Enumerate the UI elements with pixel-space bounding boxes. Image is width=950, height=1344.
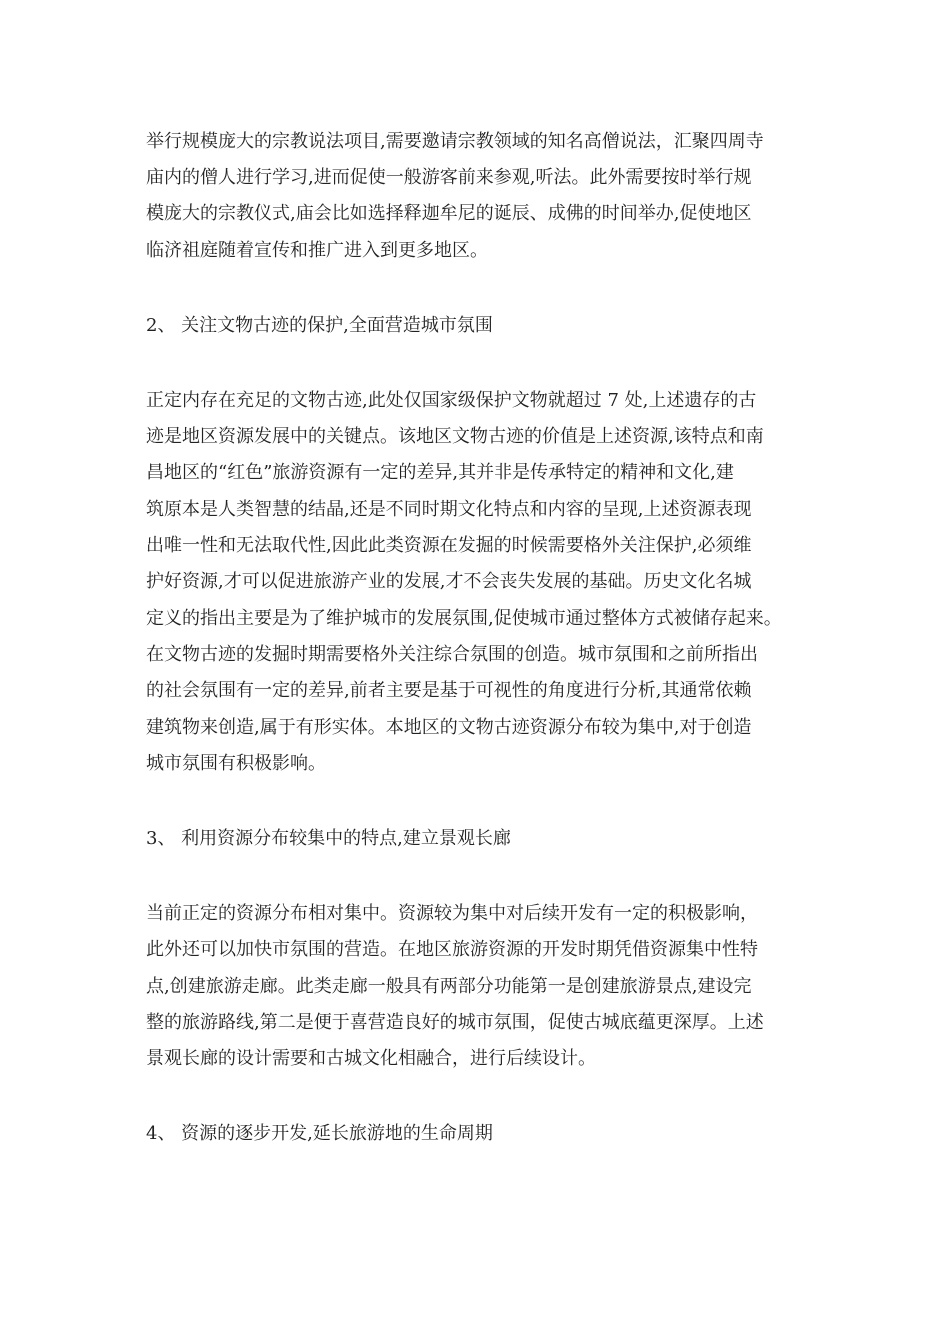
paragraph-line: 模庞大的宗教仪式,庙会比如选择释迦牟尼的诞辰、成佛的时间举办,促使地区 [146,203,752,224]
paragraph-line: 建筑物来创造,属于有形实体。本地区的文物古迹资源分布较为集中,对于创造 [146,717,752,738]
paragraph-line: 正定内存在充足的文物古迹,此处仅国家级保护文物就超过 7 处,上述遗存的古 [146,390,757,411]
paragraph-line: 定义的指出主要是为了维护城市的发展氛围,促使城市通过整体方式被储存起来。 [146,608,782,629]
paragraph-line: 此外还可以加快市氛围的营造。在地区旅游资源的开发时期凭借资源集中性特 [146,939,758,960]
paragraph-line: 整的旅游路线,第二是便于喜营造良好的城市氛围，促使古城底蕴更深厚。上述 [146,1012,764,1033]
paragraph-line: 临济祖庭随着宣传和推广进入到更多地区。 [146,240,488,261]
paragraph-line: 城市氛围有积极影响。 [146,753,326,774]
paragraph-line: 当前正定的资源分布相对集中。资源较为集中对后续开发有一定的积极影响， [146,903,758,924]
paragraph-line: 的社会氛围有一定的差异,前者主要是基于可视性的角度进行分析,其通常依赖 [146,680,752,701]
section-heading: 4、 资源的逐步开发,延长旅游地的生命周期 [146,1123,493,1144]
section-heading: 2、 关注文物古迹的保护,全面营造城市氛围 [146,315,493,336]
paragraph-line: 护好资源,才可以促进旅游产业的发展,才不会丧失发展的基础。历史文化名城 [146,571,752,592]
paragraph-line: 庙内的僧人进行学习,进而促使一般游客前来参观,听法。此外需要按时举行规 [146,167,752,188]
paragraph-line: 在文物古迹的发掘时期需要格外关注综合氛围的创造。城市氛围和之前所指出 [146,644,758,665]
paragraph-line: 出唯一性和无法取代性,因此此类资源在发掘的时候需要格外关注保护,必须维 [146,535,752,556]
paragraph-line: 景观长廊的设计需要和古城文化相融合，进行后续设计。 [146,1048,596,1069]
paragraph-line: 点,创建旅游走廊。此类走廊一般具有两部分功能第一是创建旅游景点,建设完 [146,976,752,997]
paragraph-line: 昌地区的“红色”旅游资源有一定的差异,其并非是传承特定的精神和文化,建 [146,462,734,483]
paragraph-line: 筑原本是人类智慧的结晶,还是不同时期文化特点和内容的呈现,上述资源表现 [146,499,752,520]
paragraph-line: 迹是地区资源发展中的关键点。该地区文物古迹的价值是上述资源,该特点和南 [146,426,764,447]
paragraph-line: 举行规模庞大的宗教说法项目,需要邀请宗教领域的知名高僧说法，汇聚四周寺 [146,131,764,152]
section-heading: 3、 利用资源分布较集中的特点,建立景观长廊 [146,828,511,849]
